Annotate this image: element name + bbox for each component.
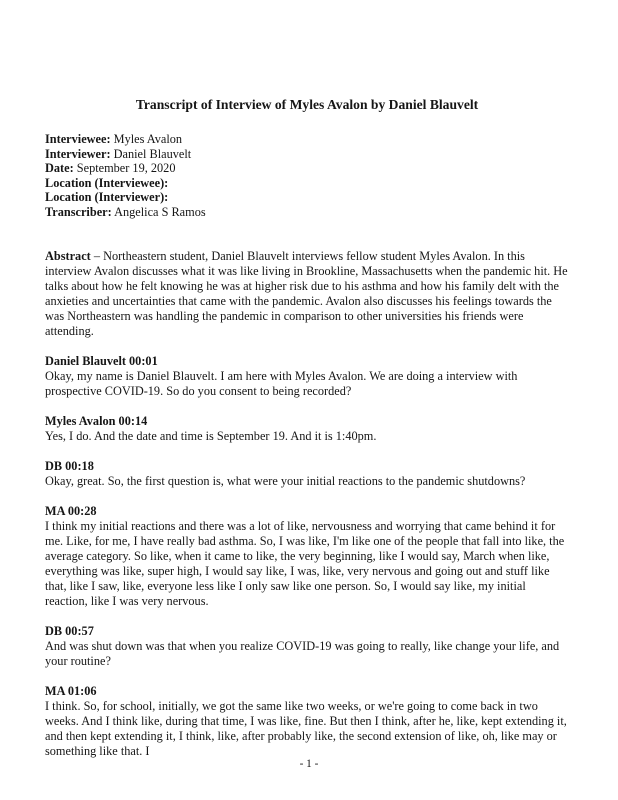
metadata-label: Date:	[45, 161, 74, 176]
abstract-text: – Northeastern student, Daniel Blauvelt interviews fellow student Myles Avalon. In this interview Avalon discusses what it was like living in Brookline, Massachusetts when the pandemic hit. He talks about how he felt knowing he was at higher risk due to his asthma and how his family delt with the anxieties and uncertainties that came with the pandemic. Avalon also discusses his feelings towards the was Northeastern was handling the pandemic in comparison to other universities his friends were attending.	[45, 248, 568, 338]
metadata-line-interviewee	[45, 132, 569, 147]
metadata-value: September 19, 2020	[76, 161, 176, 176]
metadata-line-interviewer	[45, 147, 569, 162]
speaker-timestamp-heading: Myles Avalon 00:14	[45, 413, 148, 428]
speaker-timestamp-heading: MA 01:06	[45, 683, 97, 698]
metadata-line-location-interviewee	[45, 176, 569, 191]
dialogue-block	[45, 504, 569, 609]
metadata-label: Location (Interviewer):	[45, 190, 169, 205]
metadata-value: Daniel Blauvelt	[113, 146, 192, 161]
metadata-label: Interviewer:	[45, 146, 111, 161]
page-number: - 1 -	[299, 758, 319, 770]
dialogue-text: And was shut down was that when you realize COVID-19 was going to really, like change your life, and your routine?	[45, 638, 560, 668]
dialogue-text: Okay, my name is Daniel Blauvelt. I am here with Myles Avalon. We are doing a interview with prospective COVID-19. So do you consent to being recorded?	[45, 368, 518, 398]
dialogue-block	[45, 624, 569, 669]
dialogue-text: Okay, great. So, the first question is, what were your initial reactions to the pandemic shutdowns?	[45, 473, 526, 488]
abstract-paragraph	[45, 249, 569, 339]
metadata-line-date	[45, 161, 569, 176]
dialogue-text: I think. So, for school, initially, we got the same like two weeks, or we're going to come back in two weeks. And I think like, during that time, I was like, fine. But then I think, after he, like, kept extending it, and then kept extending it, I think, like, after probably like, the second extension of like, oh, like may or something like that. I	[45, 698, 567, 758]
metadata-label: Location (Interviewee):	[45, 175, 169, 190]
speaker-timestamp-heading: DB 00:57	[45, 623, 94, 638]
speaker-timestamp-heading: DB 00:18	[45, 458, 94, 473]
speaker-timestamp-heading: Daniel Blauvelt 00:01	[45, 353, 158, 368]
dialogue-block	[45, 354, 569, 399]
metadata-value: Myles Avalon	[113, 132, 183, 146]
page-title: Transcript of Interview of Myles Avalon by Daniel Blauvelt	[135, 97, 479, 112]
dialogue-text: Yes, I do. And the date and time is September 19. And it is 1:40pm.	[45, 428, 377, 443]
dialogue-block	[45, 414, 569, 444]
metadata-label: Transcriber:	[45, 204, 112, 219]
dialogue-text: I think my initial reactions and there was a lot of like, nervousness and worrying that came behind it for me. Like, for me, I have really bad asthma. So, I was like, I'm like one of the people that fall into like, the average category. So like, when it came to like, the very beginning, like I would say, March when like, everything was like, super high, I would say like, I was, like, very nervous and going out and stuff like that, like I saw, like, everyone less like I only saw like one person. So, I would say like, my initial reaction, like I was very nervous.	[45, 518, 565, 608]
metadata-block	[45, 132, 569, 220]
metadata-label: Interviewee:	[45, 132, 111, 146]
speaker-timestamp-heading: MA 00:28	[45, 503, 97, 518]
abstract-label: Abstract	[45, 248, 91, 263]
metadata-line-transcriber	[45, 205, 569, 220]
dialogue-block	[45, 459, 569, 489]
metadata-line-location-interviewer	[45, 190, 569, 205]
metadata-value: Angelica S Ramos	[114, 204, 206, 219]
dialogue-block	[45, 684, 569, 759]
